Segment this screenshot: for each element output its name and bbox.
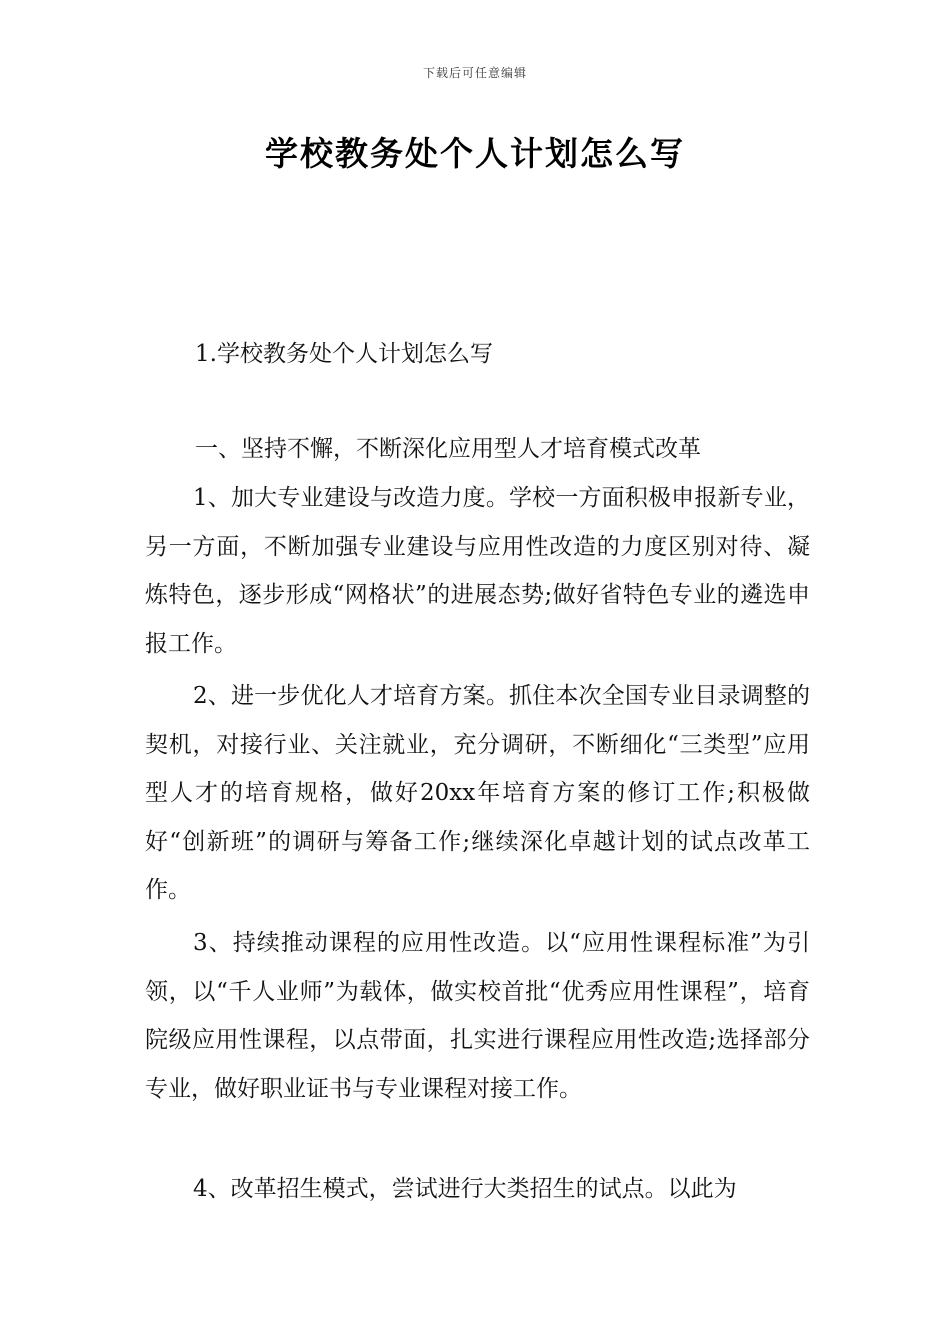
section-subheading: 1.学校教务处个人计划怎么写 bbox=[195, 341, 493, 367]
paragraph-1: 1、加大专业建设与改造力度。学校一方面积极申报新专业，另一方面，不断加强专业建设与应用性改造的力度区别对待、凝炼特色，逐步形成“网格状”的进展态势;做好省特色专业的遴选申报工作。 bbox=[145, 485, 810, 657]
header-note: 下载后可任意编辑 bbox=[422, 66, 527, 80]
document-title: 学校教务处个人计划怎么写 bbox=[265, 134, 685, 173]
paragraph-2: 2、进一步优化人才培育方案。抓住本次全国专业目录调整的契机，对接行业、关注就业，充分调研，不断细化“三类型”应用型人才的培育规格，做好20xx年培育方案的修订工作;积极做好“创新班”的调研与筹备工作;继续深化卓越计划的试点改革工作。 bbox=[145, 683, 810, 903]
paragraph-3: 3、持续推动课程的应用性改造。以“应用性课程标准”为引领，以“千人业师”为载体，做实校首批“优秀应用性课程”，培育院级应用性课程，以点带面，扎实进行课程应用性改造;选择部分专业，做好职业证书与专业课程对接工作。 bbox=[145, 930, 810, 1102]
paragraph-4: 4、改革招生模式，尝试进行大类招生的试点。以此为 bbox=[193, 1176, 737, 1202]
section-heading: 一、坚持不懈，不断深化应用型人才培育模式改革 bbox=[195, 436, 701, 462]
